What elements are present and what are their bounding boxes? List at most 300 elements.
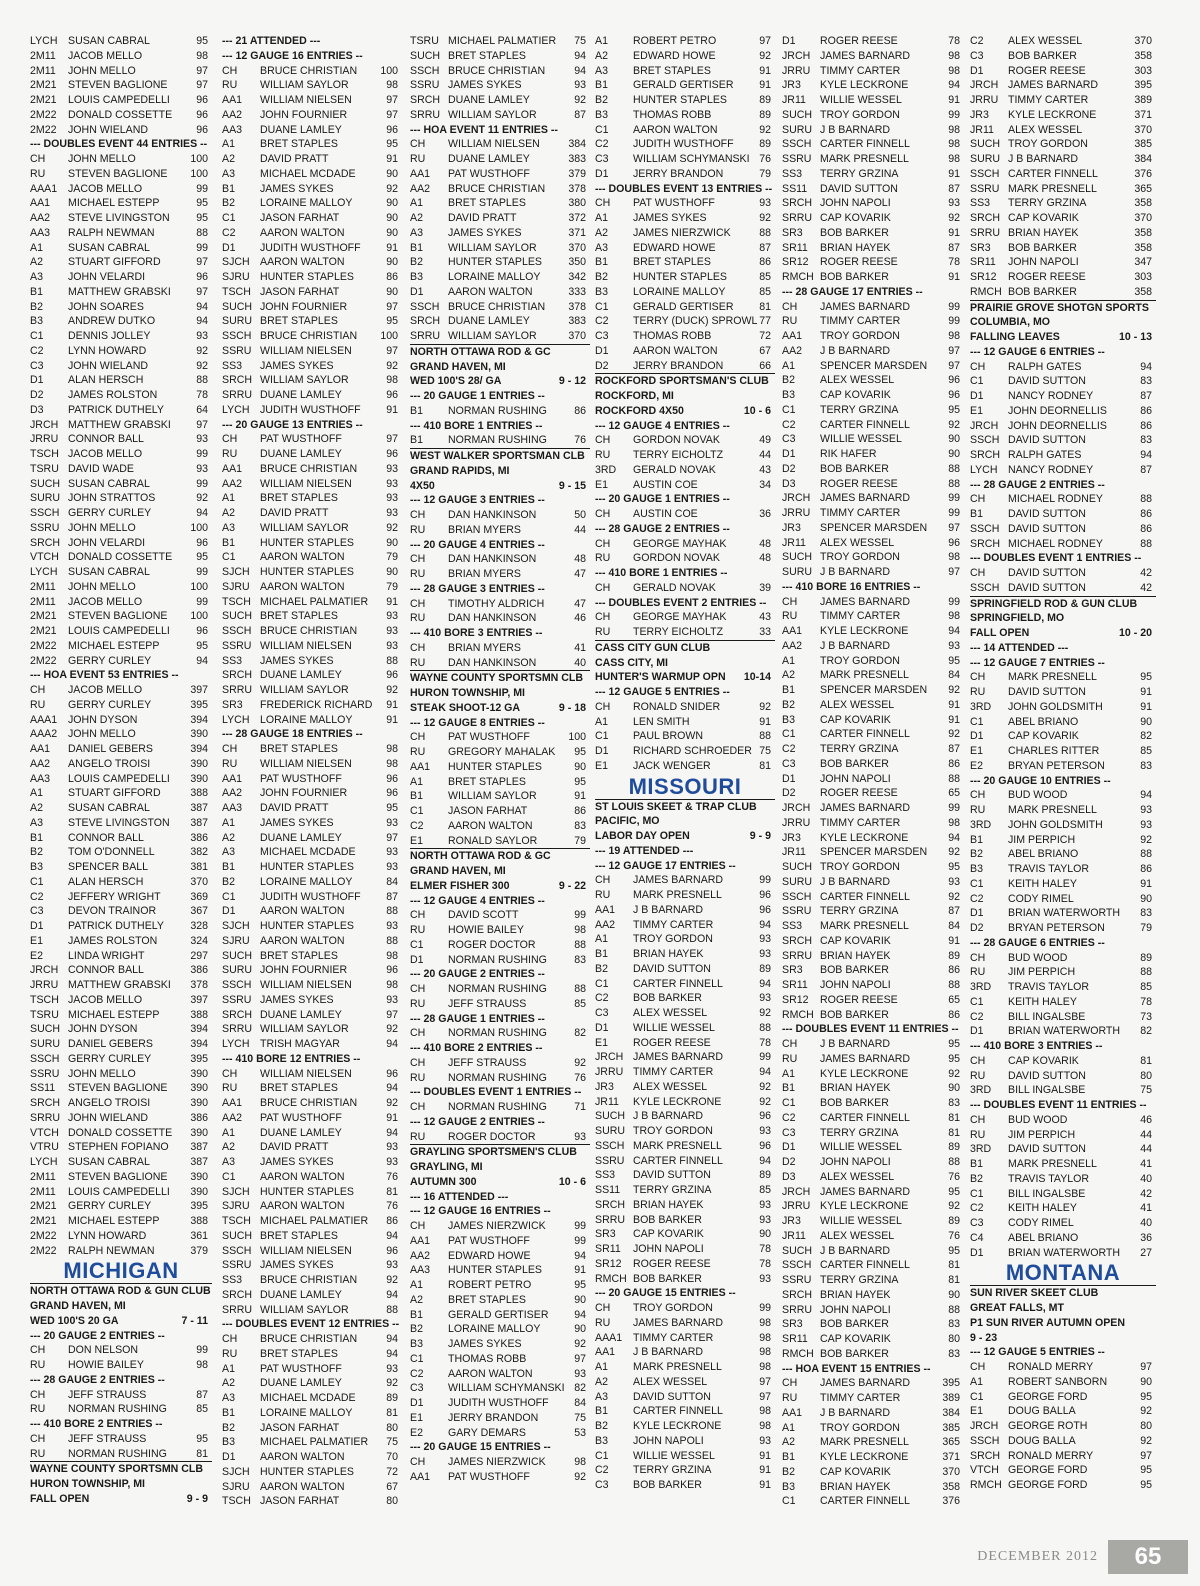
class-code: D1 (595, 1021, 609, 1034)
score: 92 (759, 212, 771, 224)
class-code: CH (595, 537, 611, 550)
result-row (595, 211, 775, 226)
score: 97 (196, 285, 208, 298)
score: 92 (386, 359, 398, 372)
score: 98 (386, 743, 398, 755)
result-row (222, 1199, 402, 1214)
score: 83 (1140, 907, 1152, 920)
shooter-name: AARON WALTON (260, 1170, 345, 1183)
result-row (410, 241, 590, 256)
shooter-name: AARON WALTON (633, 344, 718, 357)
score: 92 (386, 1097, 398, 1109)
shooter-name: KYLE LECKRONE (820, 1200, 909, 1213)
shooter-name: KYLE LECKRONE (633, 1095, 722, 1108)
result-row (970, 1172, 1156, 1187)
result-row (410, 152, 590, 167)
shooter-name: DAN HANKINSON (448, 553, 537, 566)
class-code: E2 (30, 949, 43, 962)
result-row (410, 1219, 590, 1234)
class-code: JR11 (782, 846, 806, 859)
shooter-name: JAMES BARNARD (820, 595, 911, 608)
score: 40 (574, 656, 586, 669)
score: 99 (948, 300, 960, 313)
score: 390 (190, 1170, 208, 1183)
result-row (222, 934, 402, 949)
score: 94 (948, 831, 960, 844)
shoot-label: 9 - 23 (970, 1331, 998, 1344)
shooter-name: JACOB MELLO (68, 993, 143, 1006)
score: 93 (386, 477, 398, 490)
result-row (970, 492, 1156, 507)
score: 71 (574, 1101, 586, 1113)
class-code: CH (410, 597, 426, 610)
score: 381 (190, 861, 208, 873)
result-row (782, 1170, 964, 1185)
class-code: A1 (222, 492, 235, 505)
score: 94 (759, 977, 771, 990)
shooter-name: ABEL BRIANO (1008, 848, 1079, 861)
score: 99 (759, 1051, 771, 1064)
result-row (410, 938, 590, 953)
shooter-name: JAMES SYKES (260, 1156, 334, 1168)
event-header: --- 21 ATTENDED --- (222, 35, 321, 47)
result-row (410, 1381, 590, 1396)
result-row (410, 523, 590, 538)
result-row (30, 978, 212, 993)
class-code: AA3 (222, 802, 243, 814)
class-code: SSCH (222, 625, 252, 637)
club-name: NORTH OTTAWA ROD & GC (410, 848, 590, 864)
class-code: CH (595, 581, 611, 594)
result-row (222, 1111, 402, 1126)
result-row (222, 329, 402, 344)
score: 358 (1134, 226, 1152, 239)
score: 386 (190, 964, 208, 977)
shooter-name: WILLIAM SAYLOR (448, 241, 537, 254)
shooter-name: JERRY BRANDON (633, 167, 724, 180)
result-row (782, 403, 964, 418)
class-code: C2 (782, 1111, 796, 1124)
shoot-label: SPRINGFIELD, MO (970, 612, 1065, 625)
class-code: SRRU (782, 1303, 813, 1316)
score: 90 (386, 212, 398, 224)
score: 50 (574, 509, 586, 521)
score: 81 (948, 1274, 960, 1286)
shoot-info (595, 404, 775, 419)
class-code: CH (410, 731, 426, 744)
shooter-name: LOUIS CAMPEDELLI (68, 1185, 170, 1198)
result-row (222, 300, 402, 315)
class-code: SSRU (30, 521, 60, 534)
class-code: B3 (222, 1436, 235, 1449)
class-code: SUCH (30, 477, 61, 490)
shooter-name: GERRY CURLEY (68, 654, 152, 667)
result-row (782, 713, 964, 728)
shooter-name: ROGER REESE (820, 477, 898, 490)
shooter-name: CAP KOVARIK (1008, 730, 1079, 743)
score: 99 (196, 241, 208, 254)
shooter-name: AARON WALTON (260, 256, 345, 269)
class-code: SSCH (222, 330, 252, 342)
score: 394 (190, 713, 208, 726)
score: 41 (1140, 1202, 1152, 1215)
shooter-name: DAVID PRATT (260, 153, 329, 165)
score: 70 (386, 1451, 398, 1463)
class-code: CH (782, 1038, 798, 1050)
class-code: B2 (782, 698, 795, 711)
score: 88 (196, 374, 208, 387)
shoot-info (30, 1299, 212, 1314)
class-code: CH (410, 1027, 426, 1040)
class-code: C2 (595, 315, 609, 328)
event-header: --- DOUBLES EVENT 1 ENTRIES -- (970, 552, 1142, 565)
class-code: SSCH (970, 1434, 1000, 1447)
score: 46 (1140, 1113, 1152, 1126)
class-code: B1 (222, 1406, 235, 1419)
shooter-name: WILLIAM SAYLOR (260, 521, 349, 534)
score: 92 (196, 492, 208, 505)
class-code: SS11 (30, 1082, 56, 1095)
class-code: A2 (222, 1377, 235, 1390)
result-row (782, 1494, 964, 1509)
event-header: --- DOUBLES EVENT 12 ENTRIES -- (222, 1318, 400, 1331)
shooter-name: JUDITH WUSTHOFF (260, 241, 361, 254)
class-code: AA1 (222, 1097, 243, 1109)
score: 36 (759, 508, 771, 520)
result-row (30, 772, 212, 787)
class-code: C3 (595, 1007, 609, 1019)
result-row (30, 152, 212, 167)
class-code: RU (782, 610, 798, 623)
result-row (595, 1360, 775, 1375)
result-row (595, 625, 775, 640)
score: 80 (386, 1495, 398, 1508)
class-code: 2M21 (30, 625, 57, 637)
class-code: AA3 (30, 226, 51, 239)
class-code: JRCH (30, 418, 59, 431)
event-header: --- 12 GAUGE 6 ENTRIES -- (970, 345, 1105, 358)
shooter-name: RONALD MERRY (1008, 1361, 1094, 1373)
score: 88 (948, 477, 960, 490)
shooter-name: BRUCE CHRISTIAN (448, 64, 546, 77)
class-code: D1 (782, 1141, 796, 1154)
score: 100 (190, 610, 208, 623)
shooter-name: J B BARNARD (820, 344, 891, 357)
class-code: C1 (970, 1187, 984, 1200)
class-code: B2 (595, 271, 608, 283)
score: 44 (574, 523, 586, 536)
shooter-name: STEVEN BAGLIONE (68, 610, 168, 623)
class-code: SR12 (595, 1257, 622, 1270)
shooter-name: BRET STAPLES (260, 492, 338, 505)
class-code: 3RD (970, 700, 992, 713)
score: 92 (759, 1007, 771, 1019)
score: 90 (948, 448, 960, 460)
shooter-name: JAMES BARNARD (820, 1185, 911, 1198)
event-header: --- 410 BORE 16 ENTRIES -- (782, 580, 921, 593)
score: 94 (1140, 789, 1152, 802)
result-row (410, 1293, 590, 1308)
result-row (410, 1411, 590, 1426)
score: 86 (574, 805, 586, 817)
score: 99 (948, 802, 960, 814)
class-code: SSRU (222, 1259, 252, 1272)
class-code: SSRU (30, 1067, 60, 1080)
shooter-name: RALPH GATES (1008, 360, 1082, 373)
result-row (30, 477, 212, 492)
shooter-name: GEORGE FORD (1008, 1479, 1088, 1491)
score: 370 (568, 330, 586, 342)
shooter-name: TERRY (DUCK) SPROWL (633, 315, 758, 328)
shooter-name: PATRICK DUTHELY (68, 920, 164, 932)
shooter-name: CARTER FINNELL (820, 890, 910, 903)
class-code: 2M22 (30, 654, 57, 667)
class-code: B1 (595, 79, 608, 92)
score: 93 (759, 933, 771, 946)
class-code: SUCH (970, 138, 1001, 151)
result-row (30, 816, 212, 831)
shooter-name: JOHN DYSON (68, 713, 138, 726)
result-row (970, 404, 1156, 419)
result-row (782, 1111, 964, 1126)
shoot-info (410, 360, 590, 375)
shooter-name: BRUCE CHRISTIAN (448, 182, 546, 195)
class-code: SR3 (782, 964, 803, 977)
result-row (595, 1404, 775, 1419)
class-code: RMCH (782, 1008, 814, 1021)
result-row (782, 1288, 964, 1303)
shooter-name: JAMES NIERZWICK (633, 226, 731, 239)
result-row (595, 1345, 775, 1360)
result-row (222, 344, 402, 359)
class-code: JR3 (970, 108, 989, 121)
class-code: D1 (782, 35, 796, 47)
score: 91 (948, 698, 960, 711)
shooter-name: JOHN FOURNIER (260, 787, 348, 800)
shooter-name: BRET STAPLES (448, 775, 526, 788)
shooter-name: BRIAN HAYEK (820, 949, 891, 962)
shooter-name: JAMES BARNARD (820, 492, 911, 505)
result-row (782, 1317, 964, 1332)
result-row (30, 447, 212, 462)
class-code: SRCH (222, 374, 253, 387)
shooter-name: BRIAN MYERS (448, 568, 521, 580)
shooter-name: TROY GORDON (633, 1302, 713, 1314)
class-code: AAA2 (30, 728, 58, 741)
class-code: C2 (782, 418, 796, 431)
score: 88 (1140, 493, 1152, 506)
result-row (30, 506, 212, 521)
class-code: B1 (970, 508, 983, 520)
result-row (410, 908, 590, 923)
score: 97 (1140, 1361, 1152, 1373)
event-header: --- 28 GAUGE 17 ENTRIES -- (782, 285, 923, 298)
result-row (410, 1026, 590, 1041)
shooter-name: WILLIE WESSEL (633, 1449, 715, 1462)
shooter-name: HUNTER STAPLES (633, 94, 727, 106)
result-row (30, 875, 212, 890)
shooter-name: ALEX WESSEL (820, 698, 895, 711)
class-code: AA1 (410, 760, 431, 773)
result-row (970, 715, 1156, 730)
event-header: --- 16 ATTENDED --- (410, 1190, 509, 1203)
result-row (782, 241, 964, 256)
shooter-name: GREGORY MAHALAK (448, 746, 556, 758)
shooter-name: RONALD SNIDER (633, 700, 721, 713)
score: 92 (1140, 833, 1152, 846)
shooter-name: PAT WUSTHOFF (448, 167, 530, 180)
class-code: D2 (782, 462, 796, 475)
result-row (410, 1352, 590, 1367)
result-row (782, 1465, 964, 1480)
class-code: B1 (30, 831, 43, 844)
shooter-name: GERALD GERTISER (448, 1308, 549, 1321)
shooter-name: JUDITH WUSTHOFF (260, 890, 361, 903)
score: 97 (386, 94, 398, 106)
result-row (970, 108, 1156, 123)
shooter-name: MARK PRESNELL (1008, 1158, 1097, 1170)
class-code: SSCH (970, 581, 1000, 594)
shooter-name: SPENCER MARSDEN (820, 521, 928, 534)
score: 97 (1140, 1449, 1152, 1462)
class-code: SS3 (970, 197, 991, 210)
result-row (222, 1332, 402, 1347)
result-row (410, 196, 590, 211)
shooter-name: JAMES BARNARD (633, 1316, 724, 1329)
shooter-name: ALEX WESSEL (633, 1080, 708, 1093)
class-code: SS3 (782, 920, 803, 932)
class-code: B3 (595, 285, 608, 298)
score: 97 (386, 344, 398, 357)
result-row (782, 1008, 964, 1023)
class-code: RU (30, 698, 46, 711)
score: 48 (574, 553, 586, 566)
shooter-name: JASON FARHAT (260, 1421, 340, 1434)
shooter-name: JEFF STRAUSS (448, 997, 527, 1010)
result-row (222, 1288, 402, 1303)
score: 91 (759, 79, 771, 92)
class-code: RU (410, 523, 426, 536)
shooter-name: EDWARD HOWE (448, 1249, 531, 1262)
score: 92 (1140, 1434, 1152, 1447)
score: 88 (948, 772, 960, 785)
class-code: AA3 (30, 772, 51, 785)
result-row (222, 949, 402, 964)
result-row (595, 137, 775, 152)
score: 388 (190, 787, 208, 800)
result-row (970, 507, 1156, 522)
shooter-name: BRUCE CHRISTIAN (260, 64, 358, 77)
club-name: GRAYLING SPORTSMEN'S CLUB (410, 1144, 590, 1160)
class-code: RU (30, 1359, 46, 1371)
class-code: CH (782, 1377, 798, 1390)
result-row (222, 1435, 402, 1450)
event-header: --- HOA EVENT 11 ENTRIES -- (410, 123, 558, 136)
result-row (782, 373, 964, 388)
shooter-name: JOHN NAPOLI (633, 1243, 704, 1255)
shooter-name: WILLIAM NIELSEN (260, 1244, 352, 1257)
result-row (222, 1185, 402, 1200)
result-row (222, 1494, 402, 1509)
class-code: CH (410, 509, 426, 521)
shooter-name: WILLIE WESSEL (633, 1021, 715, 1034)
result-row (782, 388, 964, 403)
score: 97 (196, 418, 208, 431)
shooter-name: GERALD GERTISER (633, 79, 734, 92)
shooter-name: CAP KOVARIK (633, 1228, 704, 1241)
score: 90 (948, 1288, 960, 1301)
score: 97 (759, 1375, 771, 1388)
class-code: CH (595, 611, 611, 624)
score: 92 (948, 684, 960, 696)
class-code: JRRU (30, 433, 59, 446)
class-code: AA1 (595, 903, 616, 916)
result-row (30, 580, 212, 595)
result-row (410, 656, 590, 671)
class-code: B2 (410, 256, 423, 269)
shooter-name: MARK PRESNELL (633, 1139, 722, 1152)
class-code: AA2 (595, 918, 616, 931)
result-row (222, 550, 402, 565)
event-header: --- 20 GAUGE 10 ENTRIES -- (970, 774, 1111, 787)
shooter-name: STEVEN BAGLIONE (68, 1170, 168, 1183)
class-code: SRCH (782, 1288, 813, 1301)
score: 365 (942, 1436, 960, 1449)
shooter-name: JAMES SYKES (260, 1259, 334, 1272)
class-code: A3 (595, 64, 608, 77)
class-code: C2 (970, 35, 984, 47)
class-code: 2M22 (30, 1229, 57, 1242)
class-code: SURU (782, 875, 813, 888)
shooter-name: BRET STAPLES (448, 49, 526, 62)
score: 40 (1140, 1217, 1152, 1229)
shooter-name: JOHN WIELAND (68, 1111, 149, 1124)
shooter-name: JAMES BARNARD (820, 300, 911, 313)
class-code: C3 (970, 49, 984, 62)
class-code: RU (222, 448, 238, 460)
class-code: B3 (30, 861, 43, 873)
result-row (970, 906, 1156, 921)
result-row (410, 1263, 590, 1278)
score: 97 (948, 521, 960, 534)
shooter-name: JAMES ROLSTON (68, 934, 158, 947)
score: 303 (1134, 271, 1152, 283)
score: 380 (568, 197, 586, 210)
score: 86 (574, 404, 586, 417)
class-code: SRRU (782, 212, 813, 224)
result-row (970, 1069, 1156, 1084)
score: 385 (942, 1421, 960, 1434)
score: 350 (568, 256, 586, 269)
result-row (970, 1083, 1156, 1098)
shooter-name: NORMAN RUSHING (448, 434, 547, 447)
result-row (222, 890, 402, 905)
class-code: AA1 (410, 1470, 431, 1483)
shooter-name: SPENCER MARSDEN (820, 359, 928, 372)
result-row (782, 801, 964, 816)
shooter-name: ABEL BRIANO (1008, 1231, 1079, 1244)
score: 97 (196, 256, 208, 269)
score: 88 (1140, 848, 1152, 861)
result-row (595, 226, 775, 241)
class-code: C1 (222, 1170, 236, 1183)
shoot-info (970, 1331, 1156, 1346)
shooter-name: BOB BARKER (820, 757, 889, 770)
shooter-name: BUD WOOD (1008, 1113, 1068, 1126)
result-row (30, 1185, 212, 1200)
score: 100 (190, 580, 208, 593)
class-code: TSRU (30, 1008, 59, 1021)
